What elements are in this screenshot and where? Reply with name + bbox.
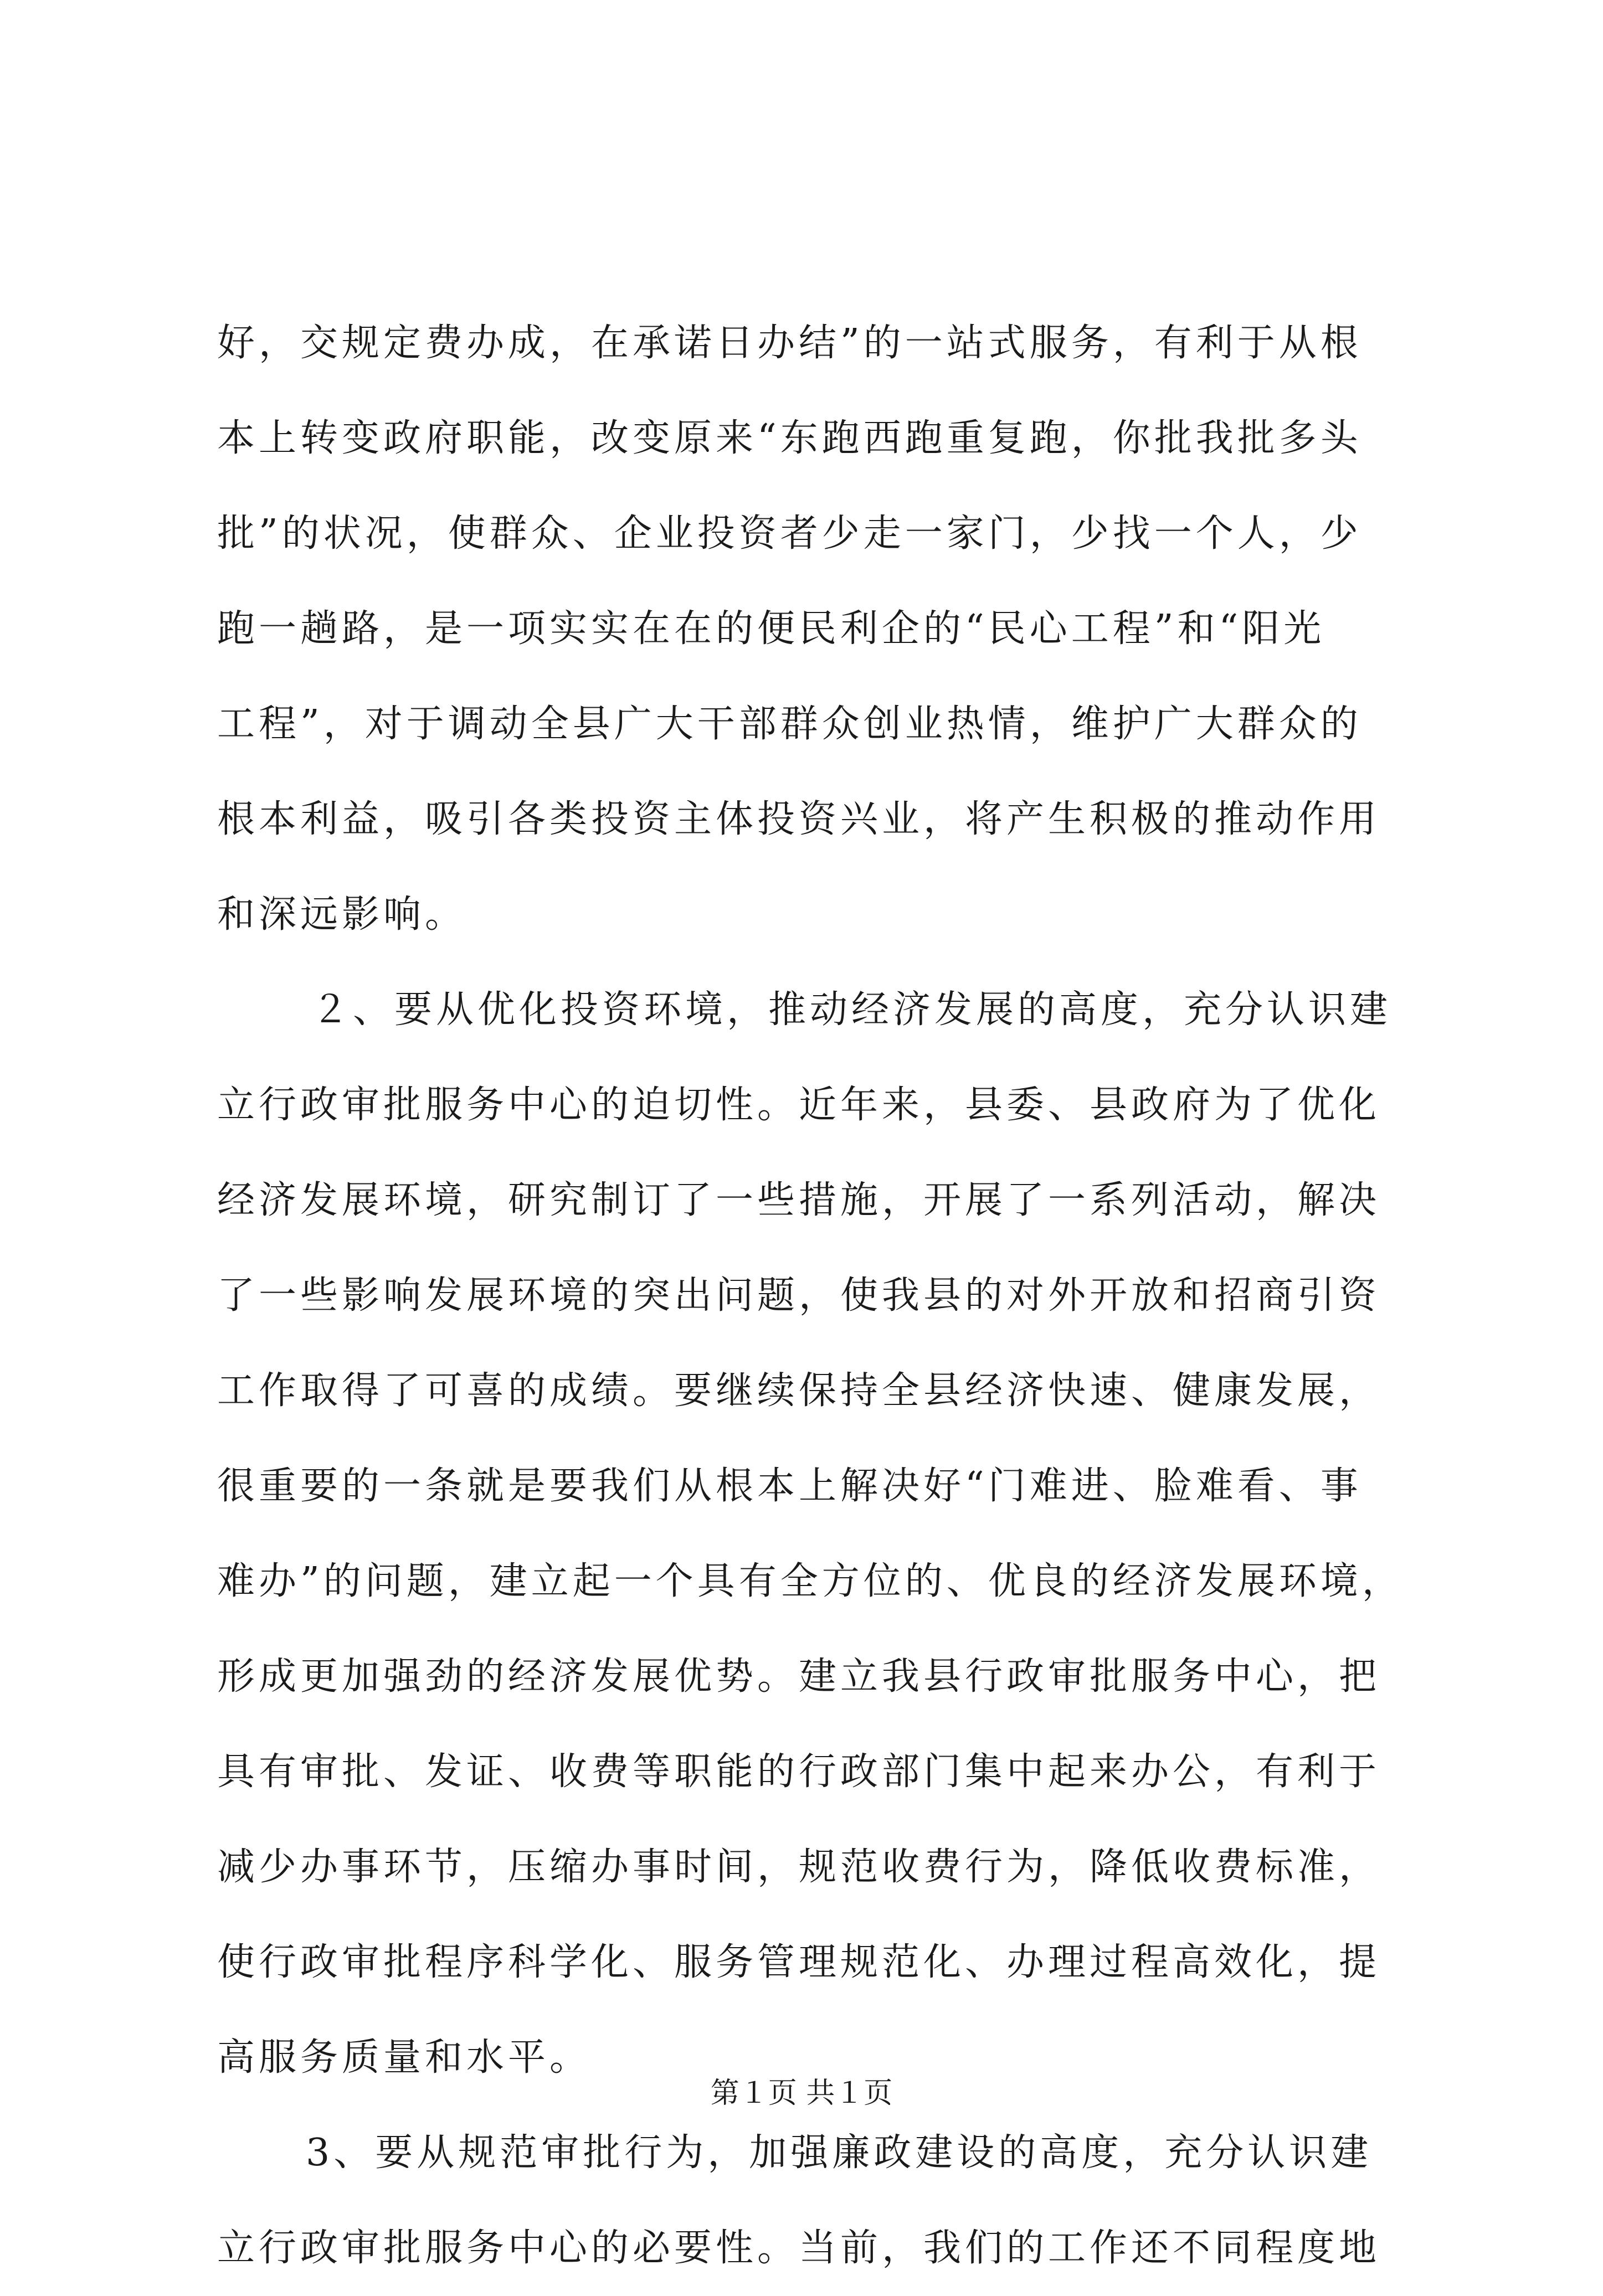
text-line: 减少办事环节，压缩办事时间，规范收费行为，降低收费标准， [217,1845,1381,1889]
text-line: 形成更加强劲的经济发展优势。建立我县行政审批服务中心，把 [217,1655,1381,1698]
text-line: 工作取得了可喜的成绩。要继续保持全县经济快速、健康发展， [217,1369,1381,1413]
text-line: 工程”，对于调动全县广大干部群众创业热情，维护广大群众的 [217,702,1362,746]
text-line: 使行政审批程序科学化、服务管理规范化、办理过程高效化，提 [217,1940,1381,1984]
text-line: 难办”的问题，建立起一个具有全方位的、优良的经济发展环境， [217,1559,1404,1603]
text-line: 和深远影响。 [217,893,467,936]
text-line: 立行政审批服务中心的必要性。当前，我们的工作还不同程度地 [217,2226,1381,2270]
text-line: 了一些影响发展环境的突出问题，使我县的对外开放和招商引资 [217,1274,1381,1317]
paragraph-start-line: ２、要从优化投资环境，推动经济发展的高度，充分认识建 [311,988,1392,1032]
text-line: 经济发展环境，研究制订了一些措施，开展了一系列活动，解决 [217,1178,1381,1222]
text-line: 高服务质量和水平。 [217,2036,592,2079]
text-line: 根本利益，吸引各类投资主体投资兴业，将产生积极的推动作用 [217,797,1381,841]
body-text [217,296,1414,2296]
text-line: 跑一趟路，是一项实实在在的便民利企的“民心工程”和“阳光 [217,607,1325,651]
text-line: 好，交规定费办成，在承诺日办结”的一站式服务，有利于从根 [217,321,1362,365]
paragraph-start-line: 3、要从规范审批行为，加强廉政建设的高度，充分认识建 [306,2131,1373,2175]
text-line: 很重要的一条就是要我们从根本上解决好“门难进、脸难看、事 [217,1464,1362,1508]
text-line: 本上转变政府职能，改变原来“东跑西跑重复跑，你批我批多头 [217,416,1362,460]
text-line: 立行政审批服务中心的迫切性。近年来，县委、县政府为了优化 [217,1083,1381,1127]
text-line: 具有审批、发证、收费等职能的行政部门集中起来办公，有利于 [217,1750,1381,1794]
text-line: 批”的状况，使群众、企业投资者少走一家门，少找一个人，少 [217,512,1362,555]
page-footer: 第１页 共１页 [710,2077,893,2110]
